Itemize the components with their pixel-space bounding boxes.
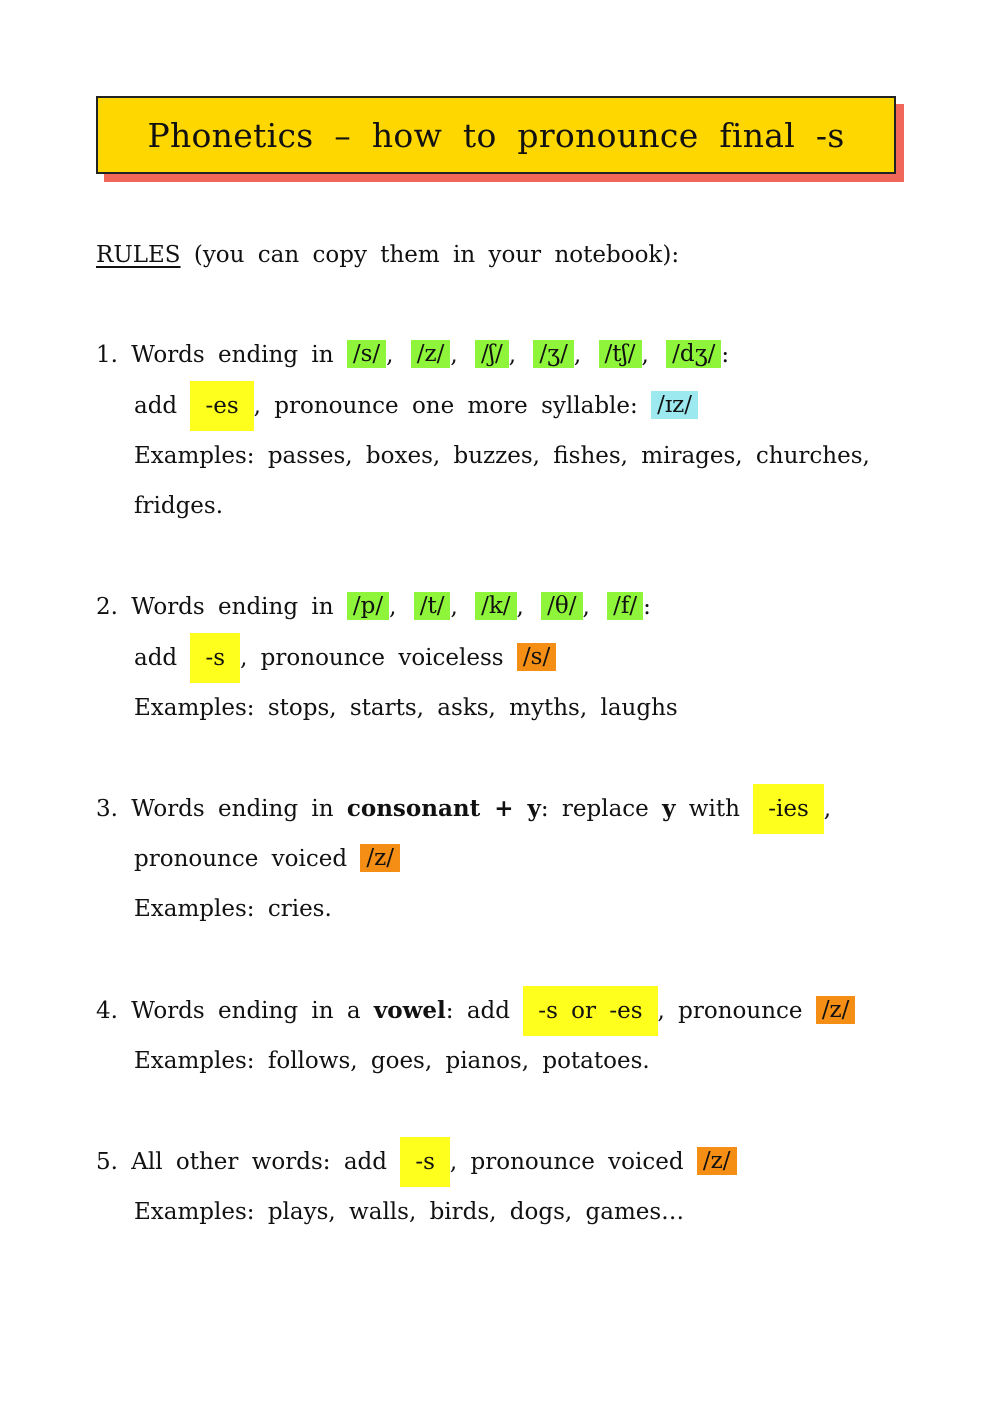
replace-text: : replace — [540, 796, 649, 822]
rule-2-examples: Examples: stops, starts, asks, myths, laughs — [134, 695, 678, 721]
suffix-tag: -s or -es — [523, 986, 657, 1036]
rule-2-instruction — [134, 633, 556, 683]
rule-5-examples: Examples: plays, walls, birds, dogs, games… — [134, 1199, 685, 1225]
pronounce-text: , pronounce voiced — [449, 1149, 684, 1175]
rule-2-heading: 2. Words ending in /p/ , /t/ , /k/ , /θ/ , /f/ : — [96, 593, 651, 620]
rule-lead: Words ending in — [131, 594, 334, 620]
pronounce-text: , pronounce one more syllable: — [253, 393, 638, 419]
add-word: add — [134, 645, 178, 671]
sound-tag: /f/ — [607, 592, 643, 620]
replace-letter: y — [662, 795, 676, 822]
rule-number: 2. — [96, 594, 118, 620]
rule-1-examples: Examples: passes, boxes, buzzes, fishes, mirages, churches, — [134, 443, 870, 469]
sound-tag: /z/ — [411, 340, 451, 368]
sound-tag: /dʒ/ — [666, 340, 721, 368]
rule-1-heading: 1. Words ending in /s/ , /z/ , /ʃ/ , /ʒ/ , /tʃ/ , /dʒ/ : — [96, 341, 730, 368]
pronunciation-tag: /z/ — [697, 1147, 737, 1175]
rule-1-instruction — [134, 381, 698, 431]
rules-intro-text: (you can copy them in your notebook): — [193, 242, 680, 268]
rule-lead: Words ending in a — [131, 998, 361, 1024]
rule-lead: Words ending in — [131, 342, 334, 368]
rule-number: 3. — [96, 796, 118, 822]
rule-lead: All other words: add — [131, 1149, 387, 1175]
emphasis-text: consonant + y — [346, 795, 541, 822]
pronounce-text: pronounce voiced — [134, 846, 348, 872]
rule-5-heading — [96, 1137, 737, 1187]
rule-4-heading — [96, 986, 855, 1036]
suffix-tag: -s — [400, 1137, 450, 1187]
sound-tag: /s/ — [347, 340, 386, 368]
sound-tag: /p/ — [347, 592, 389, 620]
suffix-tag: -es — [190, 381, 253, 431]
rule-3-pronounce — [134, 834, 400, 884]
rule-3-heading: 3. Words ending in consonant + y: replace y with -ies , — [96, 784, 831, 834]
emphasis-text: vowel — [373, 997, 446, 1024]
with-text: with — [688, 796, 740, 822]
suffix-tag: -s — [190, 633, 240, 683]
rule-number: 1. — [96, 342, 118, 368]
pronunciation-tag: /z/ — [360, 844, 400, 872]
sound-tag: /t/ — [414, 592, 451, 620]
sound-tag: /ʃ/ — [475, 340, 509, 368]
title-banner — [96, 96, 896, 174]
rule-1-examples-cont: fridges. — [134, 493, 224, 519]
rule-number: 4. — [96, 998, 118, 1024]
rule-4-examples: Examples: follows, goes, pianos, potatoes. — [134, 1048, 650, 1074]
suffix-tag: -ies — [753, 784, 824, 834]
rules-label: RULES — [96, 242, 181, 268]
rule-3-examples: Examples: cries. — [134, 896, 332, 922]
pronunciation-tag: /s/ — [517, 643, 556, 671]
pronunciation-tag: /z/ — [816, 996, 856, 1024]
add-word: add — [134, 393, 178, 419]
add-text: : add — [445, 998, 510, 1024]
page-title: Phonetics – how to pronounce final -s — [96, 96, 896, 174]
rules-intro — [96, 230, 679, 280]
sound-tag: /k/ — [475, 592, 516, 620]
sound-tag: /θ/ — [541, 592, 582, 620]
rule-number: 5. — [96, 1149, 118, 1175]
sound-tag: /ʒ/ — [533, 340, 573, 368]
sound-tag: /tʃ/ — [599, 340, 642, 368]
pronunciation-tag: /ɪz/ — [651, 391, 698, 419]
pronounce-text: , pronounce — [657, 998, 803, 1024]
rule-lead: Words ending in — [131, 796, 334, 822]
pronounce-text: , pronounce voiceless — [240, 645, 504, 671]
